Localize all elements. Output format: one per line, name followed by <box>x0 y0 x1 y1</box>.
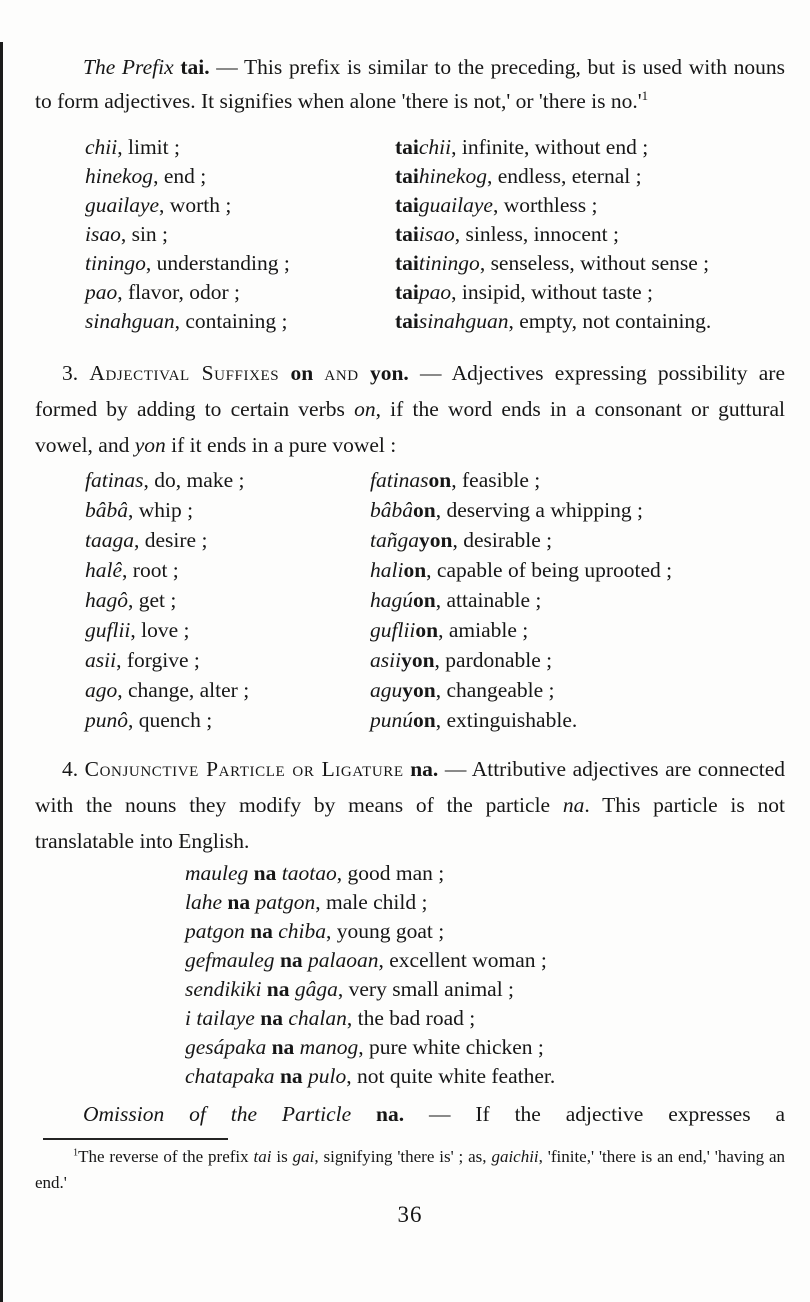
suffix-bold: yon <box>402 678 436 702</box>
noun-word: taotao <box>281 861 337 885</box>
derived-gloss: , amiable ; <box>438 618 529 642</box>
word-gloss: , worth ; <box>159 193 232 217</box>
adjective-word: sendikiki <box>185 977 262 1001</box>
list-item <box>85 525 785 555</box>
list-item <box>85 307 785 336</box>
chamorro-word: hagô <box>85 588 128 612</box>
suffix-bold: on <box>415 618 439 642</box>
list-item <box>185 1062 785 1091</box>
section-4-text: . This particle is not translatable into English. <box>35 793 786 853</box>
list-item <box>85 220 785 249</box>
particle-na-bold: na. <box>410 757 439 781</box>
list-item <box>85 191 785 220</box>
na-particle: na <box>279 948 303 972</box>
derived-gloss: , empty, not containing. <box>508 309 712 333</box>
list-item <box>85 249 785 278</box>
tai-prefix: tai <box>395 164 419 188</box>
section-4-text: — Attributive adjectives are connected with the nouns they modify by means of the particle <box>35 757 786 817</box>
chamorro-word: ago <box>85 678 118 702</box>
derived-gloss: , extinguishable. <box>435 708 578 732</box>
word-gloss: , root ; <box>122 558 179 582</box>
derived-word: hinekog <box>418 164 487 188</box>
na-particle: na <box>227 890 251 914</box>
na-particle: na <box>266 977 290 1001</box>
chamorro-word: punô <box>85 708 128 732</box>
derived-cell <box>370 585 785 615</box>
section-3-heading <box>35 355 785 463</box>
list-item <box>85 465 785 495</box>
list-item <box>185 946 785 975</box>
list-item <box>185 975 785 1004</box>
derived-gloss: , worthless ; <box>492 193 598 217</box>
tai-italic: tai <box>253 1147 272 1166</box>
chamorro-word: sinahguan <box>85 309 175 333</box>
word-gloss: , end ; <box>153 164 207 188</box>
derived-gloss: , insipid, without taste ; <box>451 280 653 304</box>
footnote <box>35 1138 785 1196</box>
derived-cell <box>370 555 785 585</box>
phrase-gloss: , not quite white feather. <box>346 1064 556 1088</box>
section-4-heading <box>35 751 785 859</box>
base-cell <box>85 465 370 495</box>
list-item <box>85 585 785 615</box>
list-item <box>85 615 785 645</box>
lead-phrase-italic: The Prefix <box>83 55 174 79</box>
noun-word: manog <box>299 1035 359 1059</box>
phrase-gloss: , male child ; <box>315 890 428 914</box>
adjective-word: i tailaye <box>185 1006 255 1030</box>
base-cell <box>85 307 395 336</box>
section-number: 3. <box>62 361 79 385</box>
base-cell <box>85 705 370 735</box>
base-cell <box>85 555 370 585</box>
footnote-run: is <box>276 1147 288 1166</box>
base-cell <box>85 133 395 162</box>
chamorro-word: isao <box>85 222 121 246</box>
stem-word: hagú <box>370 588 413 612</box>
section-number: 4. <box>62 757 79 781</box>
base-cell <box>85 645 370 675</box>
word-gloss: , do, make ; <box>143 468 245 492</box>
tai-prefix: tai <box>395 193 419 217</box>
na-particle: na <box>271 1035 295 1059</box>
adjective-word: lahe <box>185 890 223 914</box>
noun-word: palaoan <box>308 948 379 972</box>
tai-prefix: tai <box>395 309 419 333</box>
adjective-word: gefmauleg <box>185 948 275 972</box>
suffix-yon-bold: yon. <box>369 361 409 385</box>
omission-body-text: — If the adjective expresses a <box>429 1102 786 1126</box>
yon-italic: yon <box>134 433 166 457</box>
stem-word: guflii <box>370 618 416 642</box>
derived-gloss: , pardonable ; <box>434 648 553 672</box>
adjective-word: patgon <box>185 919 245 943</box>
list-item <box>85 133 785 162</box>
na-particle: na <box>253 861 277 885</box>
list-item <box>85 278 785 307</box>
chamorro-word: tiningo <box>85 251 146 275</box>
base-cell <box>85 585 370 615</box>
word-gloss: , understanding ; <box>145 251 290 275</box>
intro-body-text: — This prefix is similar to the preceding, but is used with nouns to form adjectives. It signifies when alone 'there is not,' or 'there is no.' <box>35 55 785 113</box>
section-title-smallcaps: Conjunctive Particle or Ligature <box>84 757 404 781</box>
derived-gloss: , deserving a whipping ; <box>435 498 643 522</box>
derived-gloss: , senseless, without sense ; <box>479 251 710 275</box>
chamorro-word: guflii <box>85 618 131 642</box>
stem-word: asii <box>370 648 402 672</box>
derived-cell <box>395 278 785 307</box>
omission-paragraph <box>35 1097 785 1131</box>
chamorro-word: asii <box>85 648 117 672</box>
intro-paragraph <box>35 50 785 118</box>
section-3-text: if it ends in a pure vowel : <box>171 433 397 457</box>
list-item <box>185 859 785 888</box>
list-item <box>185 1033 785 1062</box>
derived-word: sinahguan <box>418 309 509 333</box>
na-particle: na <box>279 1064 303 1088</box>
prefix-tai-bold: tai. <box>180 55 210 79</box>
adjective-word: mauleg <box>185 861 249 885</box>
footnote-run: 'there is an end,' 'having an end.' <box>35 1147 786 1192</box>
footnote-text <box>35 1144 785 1196</box>
word-gloss: , change, alter ; <box>117 678 250 702</box>
derived-word: pao <box>418 280 452 304</box>
word-gloss: , sin ; <box>120 222 169 246</box>
base-cell <box>85 615 370 645</box>
stem-word: agu <box>370 678 403 702</box>
base-cell <box>85 675 370 705</box>
base-cell <box>85 525 370 555</box>
chamorro-word: hinekog <box>85 164 154 188</box>
suffix-bold: yon <box>418 528 453 552</box>
stem-word: tañga <box>370 528 419 552</box>
list-item <box>185 917 785 946</box>
stem-word: hali <box>370 558 404 582</box>
suffix-bold: on <box>413 588 436 612</box>
adjective-word: gesápaka <box>185 1035 267 1059</box>
noun-word: chiba <box>278 919 326 943</box>
footnote-run: , signifying 'there is' ; as, <box>314 1147 487 1166</box>
word-gloss: , containing ; <box>174 309 288 333</box>
phrase-gloss: , the bad road ; <box>346 1006 476 1030</box>
footnote-reference: 1 <box>641 88 649 103</box>
derived-word: isao <box>418 222 455 246</box>
word-gloss: , limit ; <box>117 135 180 159</box>
phrase-gloss: , pure white chicken ; <box>358 1035 544 1059</box>
list-item <box>85 705 785 735</box>
particle-na-bold: na. <box>376 1102 405 1126</box>
gaichii-italic: gaichii <box>491 1147 539 1166</box>
word-gloss: , desire ; <box>133 528 208 552</box>
footnote-marker: 1 <box>73 1147 79 1159</box>
footnote-run: The reverse of the prefix <box>78 1147 249 1166</box>
word-gloss: , love ; <box>130 618 190 642</box>
derived-cell <box>395 162 785 191</box>
phrase-gloss: , excellent woman ; <box>378 948 547 972</box>
chamorro-word: guailaye <box>85 193 160 217</box>
stem-word: fatinas <box>370 468 429 492</box>
chamorro-word: chii <box>85 135 118 159</box>
derived-gloss: , feasible ; <box>451 468 541 492</box>
stem-word: bâbâ <box>370 498 413 522</box>
tai-prefix: tai <box>395 280 419 304</box>
derived-cell <box>395 249 785 278</box>
na-italic: na <box>562 793 585 817</box>
chamorro-word: taaga <box>85 528 134 552</box>
list-item <box>85 645 785 675</box>
base-cell <box>85 191 395 220</box>
derived-gloss: , sinless, innocent ; <box>454 222 619 246</box>
page-number: 36 <box>397 1202 423 1227</box>
derived-cell <box>370 705 785 735</box>
derived-cell <box>395 133 785 162</box>
derived-cell <box>395 220 785 249</box>
base-cell <box>85 220 395 249</box>
word-gloss: , get ; <box>128 588 177 612</box>
na-examples-list <box>185 859 785 1091</box>
na-particle: na <box>260 1006 283 1030</box>
noun-word: pulo <box>308 1064 347 1088</box>
word-gloss: , whip ; <box>128 498 194 522</box>
derived-gloss: , attainable ; <box>435 588 542 612</box>
stem-word: punú <box>370 708 413 732</box>
phrase-gloss: , young goat ; <box>325 919 445 943</box>
suffix-bold: on <box>413 708 436 732</box>
derived-cell <box>370 525 785 555</box>
noun-word: patgon <box>255 890 316 914</box>
derived-gloss: , endless, eternal ; <box>486 164 642 188</box>
tai-prefix: tai <box>395 222 419 246</box>
section-title-smallcaps: Adjectival Suffixes <box>89 361 280 385</box>
suffix-bold: on <box>403 558 427 582</box>
base-cell <box>85 495 370 525</box>
suffix-bold: yon <box>401 648 435 672</box>
chamorro-word: halê <box>85 558 123 582</box>
derived-gloss: , infinite, without end ; <box>451 135 649 159</box>
noun-word: chalan <box>288 1006 347 1030</box>
footnote-run: , 'finite,' <box>538 1147 595 1166</box>
scan-edge-artifact <box>0 42 3 1302</box>
derived-gloss: , capable of being uprooted ; <box>426 558 673 582</box>
suffix-on-bold: on <box>290 361 314 385</box>
list-item <box>185 888 785 917</box>
gai-italic: gai <box>292 1147 315 1166</box>
derived-word: chii <box>418 135 452 159</box>
tai-prefix: tai <box>395 135 419 159</box>
derived-cell <box>370 615 785 645</box>
derived-cell <box>370 645 785 675</box>
word-gloss: , forgive ; <box>116 648 200 672</box>
list-item <box>85 555 785 585</box>
suffix-bold: on <box>428 468 452 492</box>
section-3-text: , if the word ends in a consonant or guttural vowel, and <box>35 397 785 457</box>
derived-cell <box>370 675 785 705</box>
chamorro-word: pao <box>85 280 118 304</box>
derived-cell <box>370 465 785 495</box>
noun-word: gâga <box>294 977 338 1001</box>
list-item <box>185 1004 785 1033</box>
tai-prefix: tai <box>395 251 419 275</box>
and-smallcaps: and <box>324 361 359 385</box>
phrase-gloss: , very small animal ; <box>337 977 515 1001</box>
chamorro-word: fatinas <box>85 468 144 492</box>
base-cell <box>85 249 395 278</box>
derived-gloss: , desirable ; <box>452 528 553 552</box>
word-gloss: , flavor, odor ; <box>117 280 240 304</box>
tai-examples-list <box>85 133 785 336</box>
section-3-text: — Adjectives expressing possibility are formed by adding to certain verbs <box>35 361 786 421</box>
list-item <box>85 495 785 525</box>
footnote-rule <box>43 1138 228 1140</box>
adjective-word: chatapaka <box>185 1064 275 1088</box>
derived-cell <box>370 495 785 525</box>
phrase-gloss: , good man ; <box>336 861 445 885</box>
derived-word: guailaye <box>418 193 493 217</box>
word-gloss: , quench ; <box>128 708 213 732</box>
chamorro-word: bâbâ <box>85 498 128 522</box>
base-cell <box>85 278 395 307</box>
lead-phrase-italic: Omission of the Particle <box>83 1102 352 1126</box>
base-cell <box>85 162 395 191</box>
list-item <box>85 675 785 705</box>
list-item <box>85 162 785 191</box>
suffix-bold: on <box>413 498 436 522</box>
on-italic: on <box>354 397 376 421</box>
derived-word: tiningo <box>418 251 480 275</box>
na-particle: na <box>250 919 273 943</box>
derived-cell <box>395 191 785 220</box>
derived-gloss: , changeable ; <box>435 678 555 702</box>
derived-cell <box>395 307 785 336</box>
on-yon-examples-list <box>85 465 785 735</box>
